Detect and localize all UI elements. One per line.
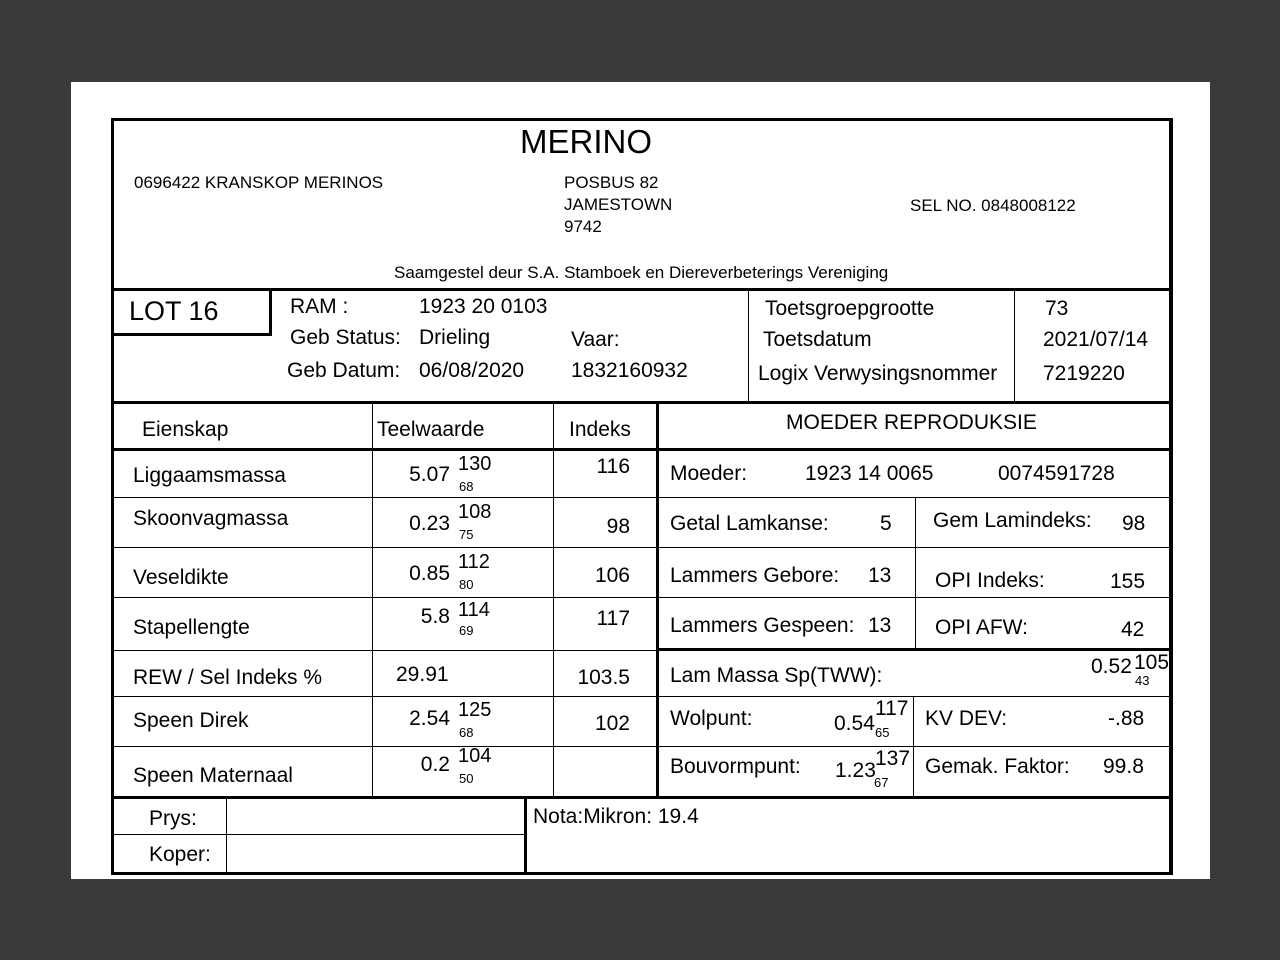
wolpunt-sup: 117 [875, 697, 909, 720]
trait-sup: 130 [458, 453, 492, 475]
row-line-4 [111, 650, 656, 651]
divider-col-teelwaarde [372, 403, 373, 797]
trait-value: 2.54 [409, 707, 450, 730]
breeder-name: 0696422 KRANSKOP MERINOS [134, 173, 384, 192]
wolpunt-value: 0.54 [834, 712, 875, 735]
lamindeks-label: Gem Lamindeks: [933, 509, 1092, 532]
test-date-label: Toetsdatum [763, 328, 872, 351]
test-date-value: 2021/07/14 [1043, 328, 1149, 351]
trait-index: 106 [594, 564, 630, 587]
divider-col-indeks [553, 403, 554, 797]
geb-status-value: Drieling [419, 326, 491, 349]
trait-sup: 112 [458, 551, 490, 573]
lam-massa-sub: 43 [1135, 673, 1150, 688]
ram-value: 1923 20 0103 [419, 295, 548, 318]
trait-index: 102 [594, 712, 630, 735]
wolpunt-sub: 65 [875, 725, 890, 740]
trait-value: 0.23 [409, 512, 450, 535]
trait-name: Liggaamsmassa [133, 464, 286, 487]
trait-sub: 69 [459, 623, 474, 638]
trait-name: Veseldikte [133, 566, 229, 589]
geb-datum-value: 06/08/2020 [419, 359, 525, 382]
mother-divider-lower [913, 697, 914, 797]
bouvorm-label: Bouvormpunt: [670, 755, 801, 778]
trait-sub: 80 [459, 577, 474, 592]
lam-massa-label: Lam Massa Sp(TWW): [670, 664, 883, 687]
mother-line-6 [658, 746, 1172, 747]
kv-dev-label: KV DEV: [925, 707, 1008, 730]
koper-label: Koper: [149, 843, 211, 866]
divider-sale [524, 798, 527, 874]
group-size-value: 73 [1045, 297, 1069, 320]
row-line-1 [111, 497, 656, 498]
lamkanse-value: 5 [880, 512, 892, 535]
trait-sub: 50 [459, 771, 474, 786]
trait-sub: 75 [459, 527, 474, 542]
gespeen-value: 13 [868, 614, 892, 637]
bouvorm-sup: 137 [875, 747, 911, 770]
row-line-3 [111, 597, 656, 598]
header-trait: Eienskap [142, 418, 229, 441]
bouvorm-value: 1.23 [835, 759, 876, 782]
divider-prys-koper [114, 834, 525, 835]
logix-label: Logix Verwysingsnommer [758, 362, 998, 385]
trait-sub: 68 [459, 725, 474, 740]
mother-line-5 [658, 696, 1172, 697]
mother-line-4 [656, 648, 1172, 651]
trait-name: REW / Sel Indeks % [133, 666, 323, 689]
trait-index: 117 [596, 607, 630, 630]
wolpunt-label: Wolpunt: [670, 707, 753, 730]
vaar-label: Vaar: [571, 328, 620, 351]
trait-value: 0.85 [409, 562, 450, 585]
opi-afw-value: 42 [1121, 618, 1145, 641]
trait-name: Speen Direk [133, 709, 249, 732]
trait-sup: 108 [458, 501, 492, 523]
gemak-label: Gemak. Faktor: [925, 755, 1070, 778]
lam-massa-sup: 105 [1134, 651, 1170, 674]
row-line-5 [111, 696, 656, 697]
lot-number: LOT 16 [129, 296, 219, 326]
moeder-ref: 0074591728 [998, 462, 1115, 485]
mother-title: MOEDER REPRODUKSIE [786, 411, 1037, 434]
lamkanse-label: Getal Lamkanse: [670, 512, 829, 535]
trait-sup: 114 [458, 599, 490, 621]
address-line-1: POSBUS 82 [564, 173, 659, 192]
divider-sale-labels [226, 798, 227, 874]
divider-lot-right [269, 290, 272, 334]
divider-test-left [748, 290, 749, 402]
mother-divider-upper [915, 498, 916, 650]
ram-label: RAM : [290, 295, 349, 318]
vaar-value: 1832160932 [571, 359, 688, 382]
kv-dev-value: -.88 [1108, 707, 1145, 730]
divider-table-header [111, 448, 1172, 451]
logix-value: 7219220 [1043, 362, 1125, 385]
geb-datum-label: Geb Datum: [287, 359, 401, 382]
trait-name: Skoonvagmassa [133, 507, 289, 530]
group-size-label: Toetsgroepgrootte [765, 297, 935, 320]
breed-title: MERINO [520, 123, 652, 160]
gespeen-label: Lammers Gespeen: [670, 614, 855, 637]
trait-index: 116 [596, 455, 630, 478]
trait-sub: 68 [459, 479, 474, 494]
opi-value: 155 [1110, 570, 1146, 593]
trait-value: 5.8 [420, 605, 450, 628]
gemak-value: 99.8 [1103, 755, 1144, 778]
sel-number: SEL NO. 0848008122 [910, 196, 1076, 215]
row-line-2 [111, 547, 656, 548]
compiled-by: Saamgestel deur S.A. Stamboek en Diereverbeterings Vereniging [394, 263, 889, 282]
divider-test-values [1014, 290, 1015, 402]
prys-label: Prys: [149, 807, 197, 830]
trait-index: 98 [606, 515, 630, 538]
trait-sup: 125 [458, 699, 492, 721]
divider-col-mother [656, 403, 659, 797]
geb-status-label: Geb Status: [290, 326, 401, 349]
divider-animal-bottom [111, 401, 1172, 404]
nota-text: Nota:Mikron: 19.4 [533, 805, 699, 828]
moeder-id: 1923 14 0065 [805, 462, 934, 485]
trait-index: 103.5 [577, 666, 630, 689]
divider-lot-bottom [114, 333, 272, 336]
trait-sup: 104 [458, 745, 492, 767]
opi-label: OPI Indeks: [935, 569, 1045, 592]
lam-massa-value: 0.52 [1091, 655, 1132, 678]
address-line-2: JAMESTOWN [564, 195, 673, 214]
row-line-6 [111, 746, 656, 747]
address-line-3: 9742 [564, 217, 602, 236]
trait-value: 5.07 [409, 463, 450, 486]
moeder-label: Moeder: [670, 462, 748, 485]
opi-afw-label: OPI AFW: [935, 616, 1028, 639]
trait-value: 0.2 [420, 753, 450, 776]
bouvorm-sub: 67 [874, 775, 889, 790]
lamindeks-value: 98 [1122, 512, 1146, 535]
trait-name: Stapellengte [133, 616, 250, 639]
trait-name: Speen Maternaal [133, 764, 293, 787]
gebore-value: 13 [868, 564, 892, 587]
trait-value: 29.91 [396, 663, 449, 686]
gebore-label: Lammers Gebore: [670, 564, 840, 587]
header-index: Indeks [569, 418, 631, 441]
header-breeding-value: Teelwaarde [377, 418, 485, 441]
divider-table-bottom [111, 796, 1172, 799]
